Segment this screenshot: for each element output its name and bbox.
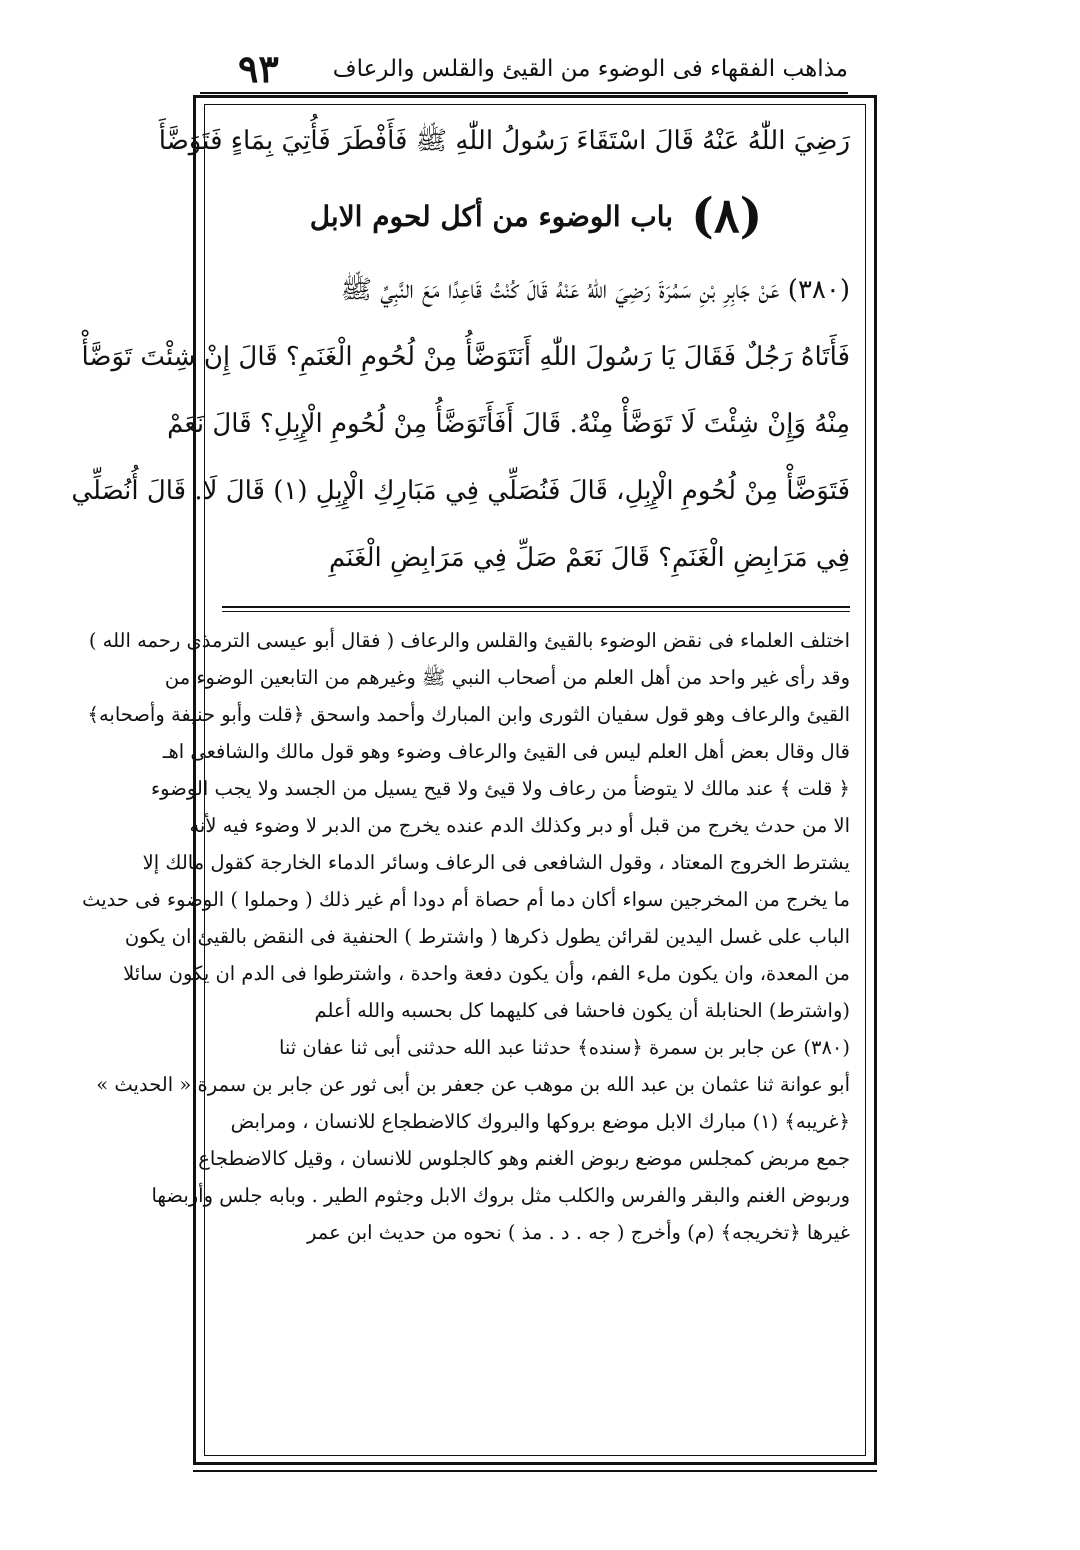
page-number: ٩٣ — [238, 46, 279, 91]
commentary-line: وقد رأى غير واحد من أهل العلم من أصحاب النبي ﷺ وغيرهم من التابعين الوضوء من — [164, 666, 850, 689]
commentary-line: غيرها ﴿تخريجه﴾ (م) وأخرج ( جه . د . مذ ) نحوه من حديث ابن عمر — [307, 1221, 850, 1244]
page-content — [71, 108, 850, 1251]
commentary-line: يشترط الخروج المعتاد ، وقول الشافعى فى الرعاف وسائر الدماء الخارجة كقول مالك إلا — [142, 851, 850, 874]
hadith-text — [71, 257, 850, 592]
commentary-line: قال وقال بعض أهل العلم ليس فى القيئ والرعاف وضوء وهو قول مالك والشافعى اهـ — [162, 740, 850, 763]
hadith-line: (٣٨٠) عَنْ جَابِرِ بْنِ سَمُرَةَ رَضِيَ اللّٰهُ عَنْهُ قَالَ كُنْتُ قَاعِدًا مَعَ النَّبِيِّ ﷺ — [340, 275, 850, 305]
hadith-line: فِي مَرَابِضِ الْغَنَمِ؟ قَالَ نَعَمْ صَلِّ فِي مَرَابِضِ الْغَنَمِ — [328, 543, 850, 573]
commentary-line: من المعدة، وان يكون ملء الفم، وأن يكون دفعة واحدة ، واشترطوا فى الدم ان يكون سائلا — [123, 962, 850, 985]
chapter-number: (٨) — [691, 188, 763, 244]
commentary-line: القيئ والرعاف وهو قول سفيان الثورى وابن المبارك وأحمد واسحق ﴿قلت وأبو حنيفة وأصحابه﴾ — [87, 703, 850, 726]
commentary-line: الباب على غسل اليدين لقرائن يطول ذكرها ( واشترط ) الحنفية فى النقض بالقيئ ان يكون — [124, 925, 850, 948]
chapter-title: باب الوضوء من أكل لحوم الابل — [309, 199, 674, 233]
commentary-line: أبو عوانة ثنا عثمان بن عبد الله بن موهب عن جعفر بن أبى ثور عن جابر بن سمرة « الحديث » — [96, 1073, 850, 1096]
commentary-line: الا من حدث يخرج من قبل أو دبر وكذلك الدم عنده يخرج من الدبر لا وضوء فيه لأنه — [189, 814, 850, 837]
commentary-line: وربوض الغنم والبقر والفرس والكلب مثل بروك الابل وجثوم الطير . وبابه جلس وأربضها — [151, 1184, 850, 1207]
hadith-intro-line: رَضِيَ اللّٰهُ عَنْهُ قَالَ اسْتَقَاءَ رَسُولُ اللّٰهِ ﷺ فَأَفْطَرَ فَأُتِيَ بِمَاءٍ فَتَوَضَّأَ — [158, 126, 850, 156]
section-divider — [222, 606, 850, 612]
chapter-heading — [222, 175, 850, 257]
commentary-line: ﴿ قلت ﴾ عند مالك لا يتوضأ من رعاف ولا قيئ ولا قيح يسيل من الجسد ولا يجب الوضوء — [151, 777, 850, 800]
running-title: مذاهب الفقهاء فى الوضوء من القيئ والقلس والرعاف — [332, 56, 848, 82]
commentary-line: اختلف العلماء فى نقض الوضوء بالقيئ والقلس والرعاف ( فقال أبو عيسى الترمذى رحمه الله ) — [88, 629, 850, 652]
bottom-rule — [193, 1470, 877, 1472]
commentary-line: ﴿غريبه﴾ (١) مبارك الابل موضع بروكها والبروك كالاضطجاع للانسان ، ومرابض — [230, 1110, 850, 1133]
commentary-line: (٣٨٠) عن جابر بن سمرة ﴿سنده﴾ حدثنا عبد الله حدثنى أبى ثنا عفان ثنا — [278, 1036, 850, 1059]
commentary-line: (واشترط) الحنابلة أن يكون فاحشا فى كليهما كل بحسبه والله أعلم — [314, 999, 850, 1022]
hadith-line: مِنْهُ وَإِنْ شِئْتَ لَا تَوَضَّأْ مِنْهُ. قَالَ أَفَأَتَوَضَّأُ مِنْ لُحُومِ الْإِبِلِ؟ قَالَ نَعَمْ — [167, 409, 850, 439]
page-header — [200, 46, 848, 94]
commentary — [82, 622, 850, 1251]
hadith-line: فَتَوَضَّأْ مِنْ لُحُومِ الْإِبِلِ، قَالَ فَنُصَلِّي فِي مَبَارِكِ الْإِبِلِ (١) قَالَ لَا. قَالَ أُنُصَلِّي — [71, 476, 850, 506]
commentary-line: ما يخرج من المخرجين سواء أكان دما أم حصاة أم دودا أم غير ذلك ( وحملوا ) الوضوء فى حديث — [82, 888, 850, 911]
commentary-line: جمع مربض كمجلس موضع ربوض الغنم وهو كالجلوس للانسان ، وقيل كالاضطجاع — [198, 1147, 850, 1170]
hadith-line: فَأَتَاهُ رَجُلٌ فَقَالَ يَا رَسُولَ اللّٰهِ أَنَتَوَضَّأُ مِنْ لُحُومِ الْغَنَمِ؟ قَالَ إِنْ شِئْتَ تَوَضَّأْ — [81, 342, 850, 372]
